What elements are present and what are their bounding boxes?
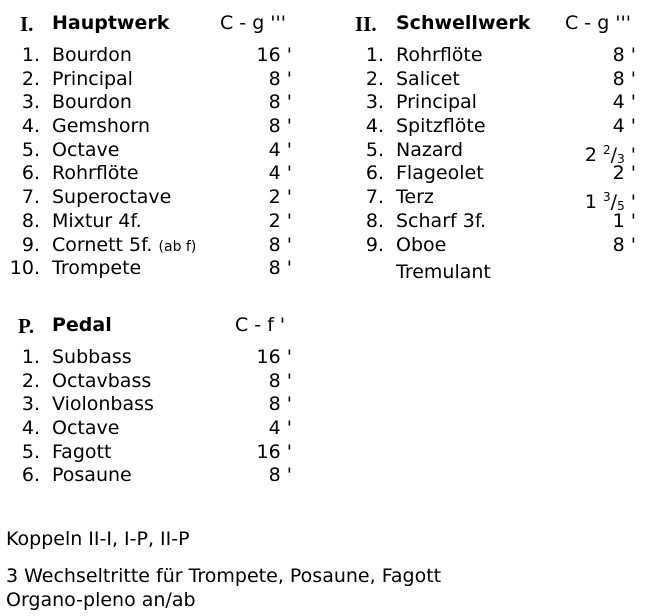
stop-row: [0, 393, 300, 417]
stop-name: [52, 91, 132, 115]
stop-pitch: 8 ': [268, 67, 292, 90]
stop-row: [0, 441, 300, 465]
stop-name-text: Octave: [52, 138, 120, 161]
stop-pitch: 8 ': [268, 115, 292, 138]
stop-name: [396, 139, 463, 163]
division-name: Pedal: [52, 314, 112, 336]
stop-pitch: 4 ': [268, 138, 292, 161]
division-numeral: P.: [18, 314, 35, 338]
stop-row: [0, 91, 300, 115]
stop-number: 2.: [365, 67, 384, 90]
stop-pitch: 16 ': [256, 346, 292, 368]
stop-pitch: 2 ': [268, 209, 292, 232]
stop-pitch: 8 ': [268, 464, 292, 487]
stop-row: [0, 234, 300, 258]
stop-row: [345, 68, 647, 92]
stop-name-text: Flageolet: [396, 162, 484, 185]
stop-name: [396, 91, 477, 115]
stop-pitch: 4 ': [268, 417, 292, 440]
stop-number: 8.: [21, 209, 40, 232]
stop-row: [0, 68, 300, 92]
stop-number: 6.: [21, 162, 40, 185]
stop-pitch: 8 ': [268, 257, 292, 280]
division-header: [0, 314, 300, 338]
accessory-line: Organo-pleno an/ab: [6, 589, 196, 611]
stop-pitch: 2 ': [268, 186, 292, 209]
stop-note: (ab f): [158, 238, 197, 255]
stop-pitch: 8 ': [268, 393, 292, 416]
stop-name: [52, 139, 119, 163]
stop-name: [52, 115, 150, 139]
stop-pitch: 16 ': [256, 44, 292, 66]
stop-row: [0, 186, 300, 210]
stop-number: 6.: [21, 464, 40, 487]
stop-name-text: Posaune: [52, 464, 132, 487]
accessory-line: 3 Wechseltritte für Trompete, Posaune, Fagott: [6, 565, 442, 587]
stop-number: 1.: [21, 346, 40, 368]
stop-name-text: Trompete: [52, 257, 142, 280]
fraction-slash: /: [610, 191, 618, 214]
stop-name-text: Bourdon: [52, 44, 132, 66]
stop-number: 7.: [365, 186, 384, 209]
stop-name: [396, 162, 484, 186]
pitch-numerator: 2: [603, 142, 611, 157]
stop-number: 3.: [21, 91, 40, 114]
stop-pitch: 8 ': [268, 369, 292, 392]
pitch-whole: 1: [584, 191, 597, 214]
stop-name: [52, 417, 119, 441]
stop-number: 8.: [365, 209, 384, 232]
stop-name: [396, 44, 483, 68]
stop-row: [0, 44, 300, 68]
pitch-whole: 2: [584, 143, 597, 166]
stop-pitch: 8 ': [612, 67, 636, 90]
stop-number: 2.: [21, 67, 40, 90]
stop-name: [52, 44, 132, 68]
couplers: Koppeln II-I, I-P, II-P: [6, 528, 190, 550]
stop-pitch: 16 ': [256, 440, 292, 463]
stop-row: [345, 91, 647, 115]
stop-name: [52, 257, 141, 281]
division-header: [0, 12, 300, 36]
stop-pitch: 4 ': [612, 91, 636, 114]
stop-number: 4.: [365, 115, 384, 138]
division-hauptwerk: [0, 12, 300, 281]
stop-row: [345, 210, 647, 234]
stop-number: 7.: [21, 186, 40, 209]
stop-number: 3.: [365, 91, 384, 114]
stop-number: 5.: [365, 138, 384, 161]
manual-compass: C - g ''': [220, 12, 286, 34]
stop-pitch: 1 ': [612, 209, 636, 232]
pitch-denominator: 3: [617, 151, 625, 166]
stop-name: [52, 162, 139, 186]
stop-number: 3.: [21, 393, 40, 416]
stop-name: [396, 234, 446, 258]
stop-row: [0, 115, 300, 139]
stop-number: 4.: [21, 115, 40, 138]
stop-name: [52, 464, 132, 488]
stop-name-text: Principal: [52, 67, 133, 90]
stop-name-text: Rohrflöte: [52, 162, 139, 185]
stop-name-text: Rohrflöte: [396, 44, 483, 66]
stop-row: [0, 346, 300, 370]
stop-name-text: Oboe: [396, 233, 447, 256]
pitch-denominator: 5: [617, 199, 625, 214]
stop-row: [345, 138, 647, 166]
stop-row: [345, 44, 647, 68]
stop-name: [396, 115, 486, 139]
stop-name-text: Fagott: [52, 440, 112, 463]
stop-name-text: Gemshorn: [52, 115, 151, 138]
stop-name-text: Bourdon: [52, 91, 132, 114]
division-numeral: II.: [355, 12, 377, 36]
stop-number: 2.: [21, 369, 40, 392]
stop-number: 5.: [21, 440, 40, 463]
stop-row: [0, 370, 300, 394]
stop-name-text: Subbass: [52, 346, 132, 368]
stop-name: [52, 234, 196, 260]
division-header: [345, 12, 647, 36]
stop-pitch: 8 ': [268, 233, 292, 256]
pitch-tick: ': [630, 191, 636, 214]
stop-row: [0, 417, 300, 441]
stop-number: 9.: [365, 233, 384, 256]
stop-number: 1.: [21, 44, 40, 66]
division-name: Schwellwerk: [396, 12, 531, 34]
stop-name: [52, 370, 151, 394]
stop-row: [345, 115, 647, 139]
pitch-tick: ': [630, 143, 636, 166]
division-name: Hauptwerk: [52, 12, 170, 34]
stop-number: 9.: [21, 233, 40, 256]
division-numeral: I.: [20, 12, 34, 36]
stop-name-text: Spitzflöte: [396, 115, 486, 138]
stop-name-text: Scharf 3f.: [396, 209, 487, 232]
stop-name-text: Principal: [396, 91, 477, 114]
stop-number: 10.: [9, 257, 40, 280]
fraction-slash: /: [610, 143, 618, 166]
stop-name-text: Terz: [396, 186, 434, 209]
stop-name-text: Salicet: [396, 67, 460, 90]
stop-row: [0, 464, 300, 488]
stop-name: [396, 68, 460, 92]
stop-pitch: 4 ': [268, 162, 292, 185]
stop-pitch: 8 ': [612, 44, 636, 66]
stop-name: [396, 210, 486, 234]
stop-name: [52, 186, 171, 210]
stop-row: [345, 234, 647, 258]
stop-pitch: 8 ': [268, 91, 292, 114]
stop-row: [0, 210, 300, 234]
stop-row: [0, 139, 300, 163]
stop-row: [0, 162, 300, 186]
stop-name-text: Octavbass: [52, 369, 152, 392]
stop-pitch: 2 ': [612, 162, 636, 185]
division-pedal: [0, 314, 300, 488]
stop-name-text: Nazard: [396, 138, 464, 161]
stop-name: [52, 346, 132, 370]
stop-name-text: Superoctave: [52, 186, 172, 209]
stop-name-text: Octave: [52, 417, 120, 440]
stop-number: 5.: [21, 138, 40, 161]
stop-row: [345, 162, 647, 186]
stop-number: 4.: [21, 417, 40, 440]
stop-name: [52, 68, 133, 92]
stop-row: [345, 186, 647, 214]
pitch-numerator: 3: [603, 190, 611, 205]
stop-name-text: Mixtur 4f.: [52, 209, 142, 232]
stop-name: [396, 186, 434, 210]
stop-name: [52, 441, 111, 465]
tremulant: Tremulant: [396, 261, 491, 284]
pedal-compass: C - f ': [235, 314, 286, 336]
division-schwellwerk: [345, 12, 647, 288]
stop-name-text: Cornett 5f.: [52, 233, 153, 256]
stop-name-text: Violonbass: [52, 393, 154, 416]
stop-name: [52, 210, 142, 234]
stop-number: 6.: [365, 162, 384, 185]
stop-name: [52, 393, 154, 417]
manual-compass: C - g ''': [565, 12, 631, 34]
stop-pitch: 4 ': [612, 115, 636, 138]
stop-pitch: 8 ': [612, 233, 636, 256]
stop-row: [0, 257, 300, 281]
stop-number: 1.: [365, 44, 384, 66]
